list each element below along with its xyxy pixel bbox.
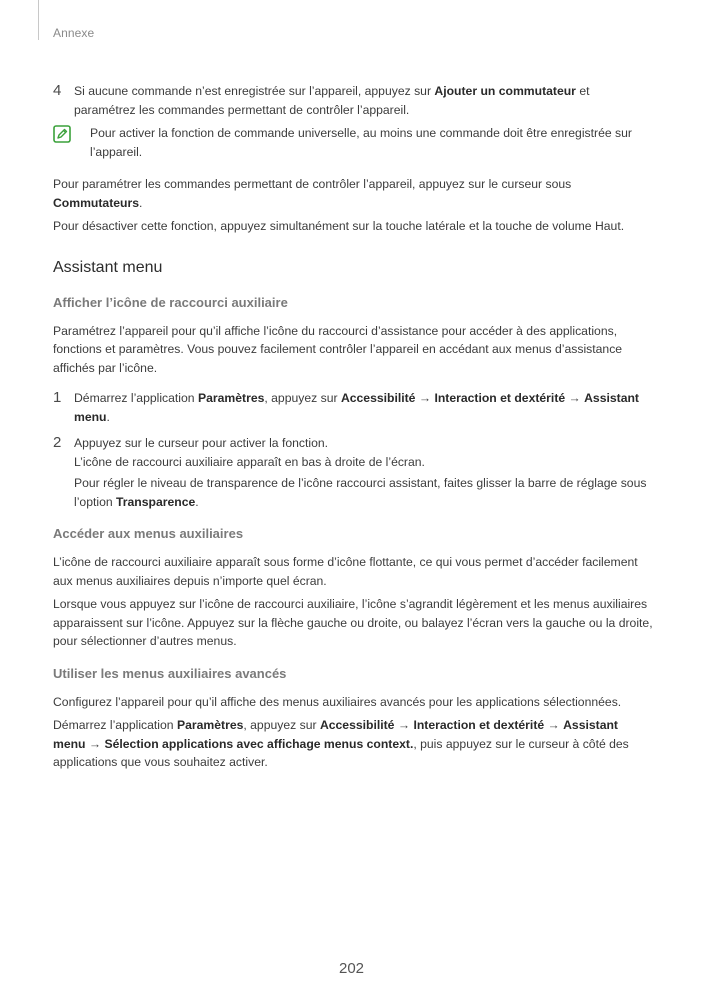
page-number: 202 bbox=[338, 960, 365, 977]
paragraph: Configurez l’appareil pour qu’il affiche des menus auxiliaires avancés pour les applications sélectionnées. bbox=[53, 694, 622, 709]
step-number: 4 bbox=[53, 82, 62, 99]
margin-rule bbox=[38, 0, 39, 40]
step-2 bbox=[53, 434, 653, 511]
paragraph: L’icône de raccourci auxiliaire apparaît sous forme d’icône flottante, ce qui vous permet d’accéder facilement aux menus auxiliaires depuis n’importe quel écran. bbox=[53, 555, 638, 588]
paragraph-switches: Pour paramétrer les commandes permettant de contrôler l’appareil, appuyez sur le curseur sous Commutateurs. bbox=[53, 177, 572, 210]
step-text: Démarrez l’application Paramètres, appuyez sur Accessibilité → Interaction et dextérité → Assistant menu. bbox=[74, 391, 639, 424]
subsection-title: Utiliser les menus auxiliaires avancés bbox=[53, 665, 287, 681]
paragraph-disable: Pour désactiver cette fonction, appuyez simultanément sur la touche latérale et la touche de volume Haut. bbox=[53, 219, 625, 233]
step-line: Appuyez sur le curseur pour activer la fonction. bbox=[74, 436, 329, 450]
step-4 bbox=[53, 82, 653, 119]
step-number: 1 bbox=[53, 389, 62, 406]
section-header: Annexe bbox=[53, 26, 95, 40]
step-line: L’icône de raccourci auxiliaire apparaît en bas à droite de l’écran. bbox=[74, 454, 425, 469]
page-content bbox=[53, 82, 653, 777]
note-box bbox=[53, 124, 653, 161]
paragraph: Paramétrez l’appareil pour qu’il affiche l’icône du raccourci d’assistance pour accéder à des applications, fonctions et paramètres. Vous pouvez facilement contrôler l’appareil en accédant aux menus d’assistance affichés par l’icône. bbox=[53, 323, 623, 375]
note-text: Pour activer la fonction de commande universelle, au moins une commande doit être enregistrée sur l’appareil. bbox=[90, 126, 632, 159]
step-line: Pour régler le niveau de transparence de l’icône raccourci assistant, faites glisser la barre de réglage sous l’option Transparence. bbox=[74, 476, 647, 509]
note-pencil-icon bbox=[53, 125, 71, 143]
step-1 bbox=[53, 389, 653, 426]
step-text bbox=[74, 434, 653, 511]
paragraph: Lorsque vous appuyez sur l’icône de raccourci auxiliaire, l’icône s’agrandit légèrement et les menus auxiliaires apparaissent sur l’icône. Appuyez sur la flèche gauche ou droite, ou balayez l’écran vers la gauche ou la droite, pour sélectionner d’autres menus. bbox=[53, 597, 653, 648]
ui-term: Ajouter un commutateur bbox=[434, 84, 576, 98]
subsection-title: Accéder aux menus auxiliaires bbox=[53, 526, 244, 541]
subsection-title: Afficher l’icône de raccourci auxiliaire bbox=[53, 294, 288, 310]
paragraph: Démarrez l’application Paramètres, appuyez sur Accessibilité → Interaction et dextérité → Assistant menu → Sélection applications avec affichage menus context., puis appuyez sur le curseur à côté des applications que vous souhaitez activer. bbox=[53, 718, 629, 769]
step-text: Si aucune commande n’est enregistrée sur l’appareil, appuyez sur Ajouter un commutateur et paramétrez les commandes permettant de contrôler l’appareil. bbox=[74, 84, 590, 117]
section-title: Assistant menu bbox=[53, 258, 163, 276]
ui-term: Commutateurs bbox=[53, 195, 140, 210]
step-number: 2 bbox=[53, 434, 62, 451]
